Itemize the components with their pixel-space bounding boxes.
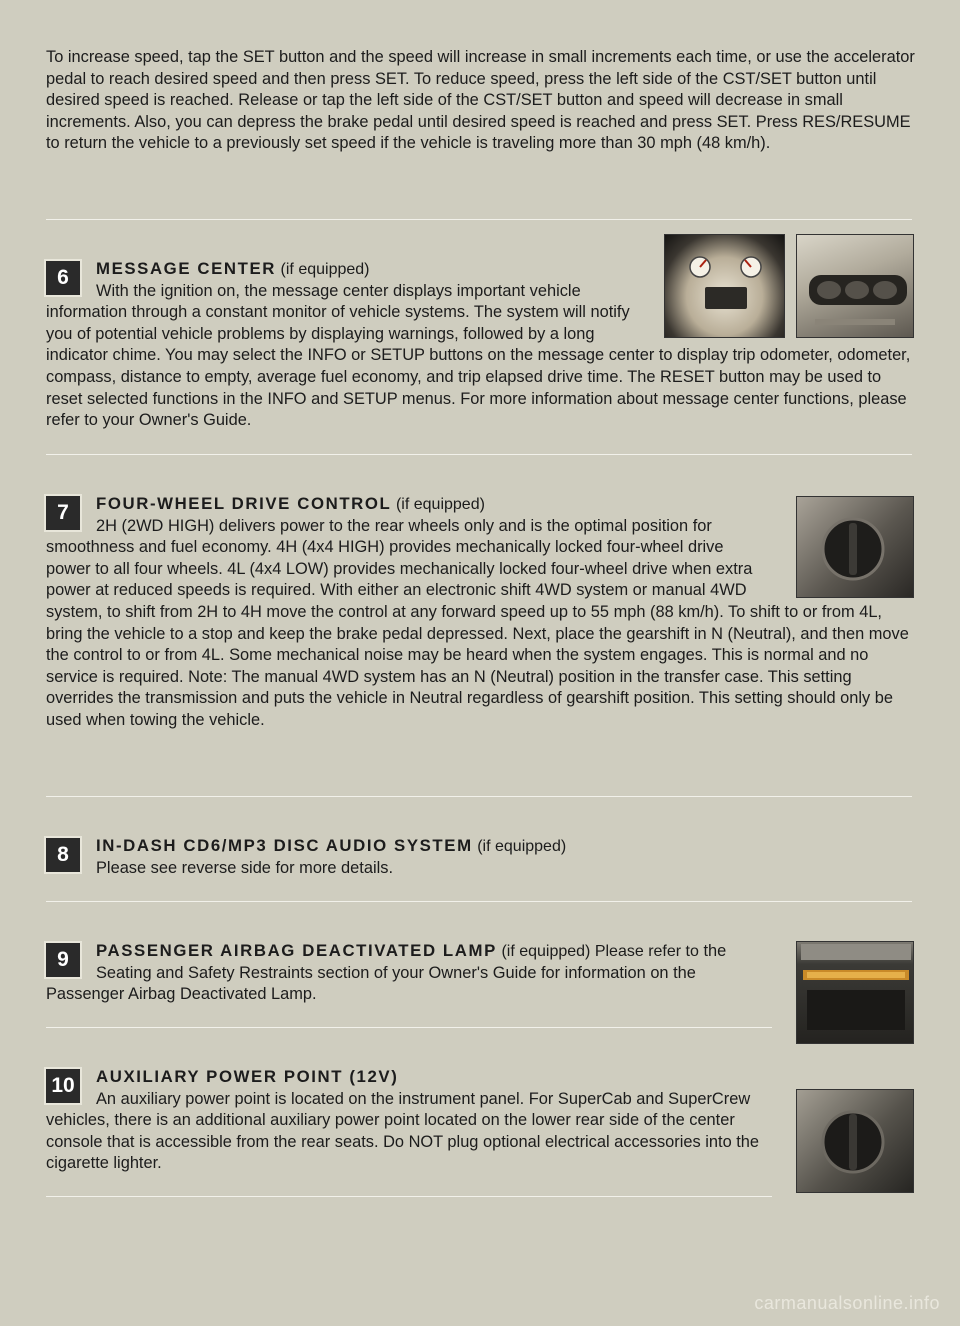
section-text <box>46 1066 772 1175</box>
divider <box>46 901 912 902</box>
section-body: With the ignition on, the message center displays important vehicle information through a constant monitor of vehicle systems. The system will notify you of potential vehicle problems by displaying warnings, followed by a long indicator chime. You may select the INFO or SETUP buttons on the message center to display trip odometer, odometer, compass, distance to empty, average fuel economy, and trip elapsed drive time. The RESET button may be used to reset selected functions in the INFO and SETUP menus. For more information about message center functions, please refer to your Owner's Guide. <box>46 281 911 430</box>
watermark: carmanualsonline.info <box>754 1293 940 1313</box>
rotary-knob-icon <box>797 497 914 598</box>
message-center-buttons-photo <box>796 234 914 338</box>
four-wheel-drive-knob-photo <box>796 496 914 598</box>
section-power-point <box>46 1066 772 1175</box>
divider <box>46 1196 772 1197</box>
divider <box>46 454 912 455</box>
section-text <box>46 835 912 879</box>
section-body: Please see reverse side for more details. <box>96 858 393 877</box>
section-number-badge: 6 <box>46 261 80 295</box>
section-body: An auxiliary power point is located on the instrument panel. For SuperCab and SuperCrew vehicles, there is an additional auxiliary power point located on the lower rear side of the center console that is accessible from the rear seats. Do NOT plug optional electrical accessories into the cigarette lighter. <box>46 1089 760 1173</box>
section-qualifier: (if equipped) Please refer to <box>501 943 699 960</box>
message-center-gauge-photo <box>664 234 785 338</box>
section-qualifier: (if equipped) <box>280 261 370 278</box>
indicator-lamp-icon <box>797 942 914 1044</box>
power-point-photo <box>796 1089 914 1193</box>
section-number-badge: 10 <box>46 1069 80 1103</box>
divider <box>46 1027 772 1028</box>
section-number-badge: 8 <box>46 838 80 872</box>
section-body: the Seating and Safety Restraints section of your Owner's Guide for information on the Passenger Airbag Deactivated Lamp. <box>46 942 727 1004</box>
section-number-badge: 7 <box>46 496 80 530</box>
gauge-icon <box>665 235 785 338</box>
section-title: PASSENGER AIRBAG DEACTIVATED LAMP <box>96 941 497 960</box>
section-number-badge: 9 <box>46 943 80 977</box>
section-four-wheel-drive <box>46 493 912 732</box>
intro-paragraph: To increase speed, tap the SET button and the speed will increase in small increments each time, or use the accelerator pedal to reach desired speed and then press SET. To reduce speed, press the left side of the CST/SET button until desired speed is reached. Release or tap the left side of the CST/SET button and speed will decrease in small increments. Also, you can depress the brake pedal until desired speed is reached and press SET. Press RES/RESUME to return the vehicle to a previously set speed if the vehicle is traveling more than 30 mph (48 km/h). <box>46 48 915 153</box>
section-qualifier: (if equipped) <box>395 496 485 513</box>
control-buttons-icon <box>797 235 914 338</box>
section-title: FOUR-WHEEL DRIVE CONTROL <box>96 494 392 513</box>
power-outlet-icon <box>797 1090 914 1193</box>
airbag-lamp-photo <box>796 941 914 1044</box>
section-title: AUXILIARY POWER POINT (12V) <box>96 1067 399 1086</box>
section-airbag-lamp <box>46 940 772 1006</box>
section-title: MESSAGE CENTER <box>96 259 276 278</box>
divider <box>46 219 912 220</box>
section-text <box>46 940 772 1006</box>
divider <box>46 796 912 797</box>
section-title: IN-DASH CD6/MP3 DISC AUDIO SYSTEM <box>96 836 473 855</box>
section-body: 2H (2WD HIGH) delivers power to the rear wheels only and is the optimal position for smoothness and fuel economy. 4H (4x4 HIGH) provides mechanically locked four-wheel drive power to all four wheels. 4L (4x4 LOW) provides mechanically locked four-wheel drive when extra power at reduced speeds is required. With either an electronic shift 4WD system or manual 4WD system, to shift from 2H to 4H move the control at any forward speed up to 55 mph (88 km/h). To shift to or from 4L, bring the vehicle to a stop and keep the brake pedal depressed. Next, place the gearshift in N (Neutral), and then move the control to or from 4L. Some mechanical noise may be heard when the system engages. This is normal and no service is required. Note: The manual 4WD system has an N (Neutral) position in the transfer case. This setting overrides the transmission and puts the vehicle in Neutral regardless of gearshift position. This setting should only be used when towing the vehicle. <box>46 516 909 729</box>
section-audio-system <box>46 835 912 879</box>
section-qualifier: (if equipped) <box>477 838 567 855</box>
